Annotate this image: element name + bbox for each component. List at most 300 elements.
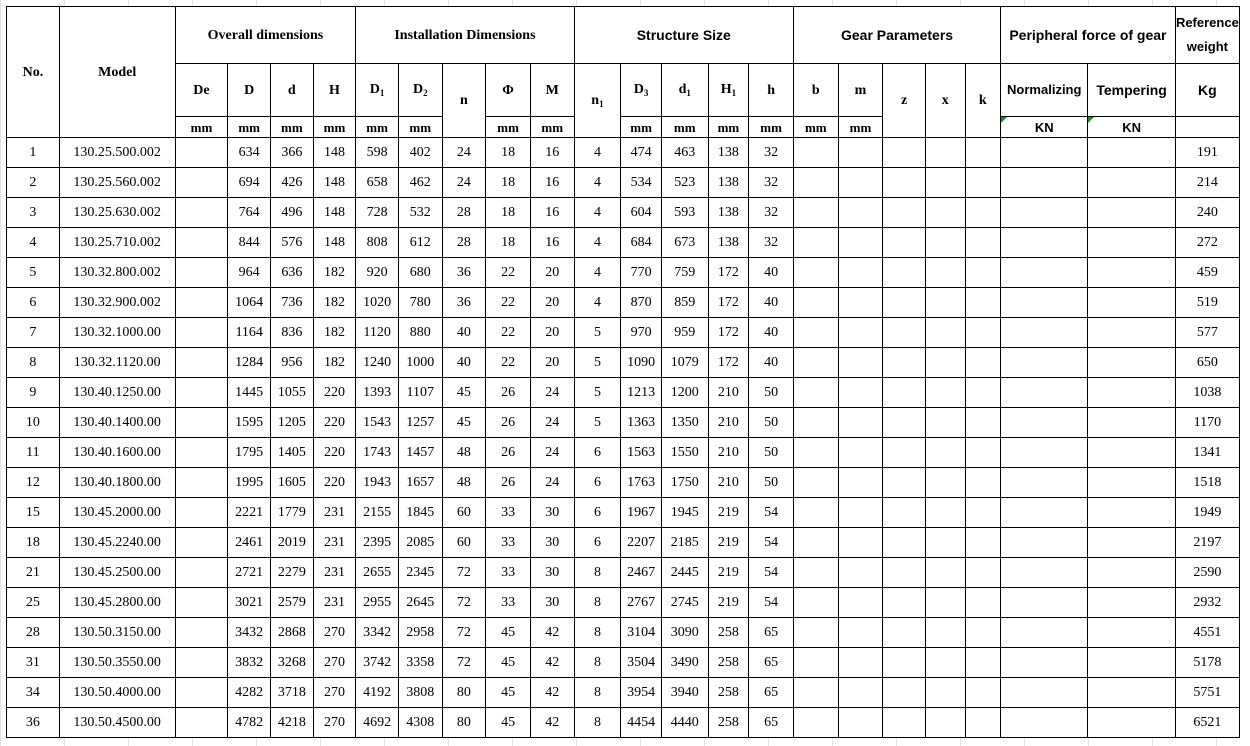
- cell-D2: 532: [398, 198, 442, 228]
- cell-h: 50: [749, 468, 794, 498]
- cell-b: [793, 558, 838, 588]
- cell-phi: 18: [486, 198, 531, 228]
- cell-n1: 4: [574, 138, 621, 168]
- cell-n1: 4: [574, 168, 621, 198]
- cell-n1: 8: [574, 558, 621, 588]
- cell-D3: 4454: [621, 708, 662, 738]
- cell-m: [838, 558, 883, 588]
- cell-kg: 1038: [1175, 378, 1239, 408]
- cell-H: 182: [313, 318, 356, 348]
- cell-temp: [1088, 138, 1175, 168]
- unit-H1: mm: [708, 117, 749, 138]
- unit-tempering: KN: [1088, 117, 1175, 138]
- cell-no: 18: [7, 528, 60, 558]
- unit-b: mm: [793, 117, 838, 138]
- cell-de: [175, 618, 228, 648]
- cell-m: [838, 528, 883, 558]
- cell-h: 54: [749, 528, 794, 558]
- cell-norm: [1001, 258, 1088, 288]
- cell-z: [883, 648, 926, 678]
- unit-D3: mm: [621, 117, 662, 138]
- cell-x: [925, 528, 965, 558]
- header-k: k: [965, 64, 1001, 138]
- cell-H1: 219: [708, 558, 749, 588]
- cell-x: [925, 228, 965, 258]
- cell-de: [175, 318, 228, 348]
- header-m: m: [838, 64, 883, 117]
- header-reference-weight: Reference weight: [1175, 7, 1239, 64]
- cell-kg: 272: [1175, 228, 1239, 258]
- cell-phi: 18: [486, 228, 531, 258]
- cell-no: 31: [7, 648, 60, 678]
- cell-d: 2868: [271, 618, 314, 648]
- cell-n: 40: [442, 348, 486, 378]
- cell-D3: 474: [621, 138, 662, 168]
- cell-n: 28: [442, 198, 486, 228]
- cell-d1: 1550: [661, 438, 708, 468]
- cell-H: 148: [313, 168, 356, 198]
- cell-H1: 172: [708, 288, 749, 318]
- cell-phi: 26: [486, 438, 531, 468]
- cell-phi: 22: [486, 258, 531, 288]
- cell-b: [793, 468, 838, 498]
- cell-model: 130.50.3150.00: [59, 618, 175, 648]
- cell-phi: 45: [486, 708, 531, 738]
- cell-model: 130.25.630.002: [59, 198, 175, 228]
- cell-b: [793, 498, 838, 528]
- unit-d: mm: [271, 117, 314, 138]
- cell-model: 130.50.4500.00: [59, 708, 175, 738]
- cell-no: 2: [7, 168, 60, 198]
- unit-D2: mm: [398, 117, 442, 138]
- cell-M: 30: [530, 588, 574, 618]
- cell-b: [793, 318, 838, 348]
- cell-x: [925, 708, 965, 738]
- header-n1: $n_1$: [574, 64, 621, 138]
- cell-n1: 6: [574, 438, 621, 468]
- cell-D3: 604: [621, 198, 662, 228]
- cell-b: [793, 258, 838, 288]
- cell-m: [838, 468, 883, 498]
- cell-z: [883, 348, 926, 378]
- cell-norm: [1001, 168, 1088, 198]
- cell-D1: 1393: [356, 378, 399, 408]
- cell-D2: 2958: [398, 618, 442, 648]
- cell-z: [883, 618, 926, 648]
- cell-d: 1605: [271, 468, 314, 498]
- cell-phi: 33: [486, 498, 531, 528]
- cell-n: 45: [442, 378, 486, 408]
- cell-k: [965, 558, 1001, 588]
- cell-de: [175, 258, 228, 288]
- cell-n1: 8: [574, 678, 621, 708]
- cell-D1: 2395: [356, 528, 399, 558]
- cell-d1: 2185: [661, 528, 708, 558]
- cell-D1: 2155: [356, 498, 399, 528]
- cell-n: 72: [442, 588, 486, 618]
- cell-kg: 4551: [1175, 618, 1239, 648]
- cell-D1: 1943: [356, 468, 399, 498]
- cell-k: [965, 708, 1001, 738]
- table-row: [7, 198, 1240, 228]
- cell-norm: [1001, 138, 1088, 168]
- cell-h: 32: [749, 198, 794, 228]
- cell-model: 130.25.560.002: [59, 168, 175, 198]
- cell-D: 3021: [228, 588, 271, 618]
- cell-z: [883, 408, 926, 438]
- cell-kg: 2197: [1175, 528, 1239, 558]
- cell-D2: 680: [398, 258, 442, 288]
- header-de: De: [175, 64, 228, 117]
- cell-D1: 1240: [356, 348, 399, 378]
- cell-de: [175, 408, 228, 438]
- cell-x: [925, 168, 965, 198]
- cell-n1: 5: [574, 318, 621, 348]
- cell-z: [883, 678, 926, 708]
- unit-kg-empty: [1175, 117, 1239, 138]
- cell-d: 426: [271, 168, 314, 198]
- cell-x: [925, 678, 965, 708]
- cell-n1: 4: [574, 228, 621, 258]
- cell-b: [793, 678, 838, 708]
- cell-d1: 1350: [661, 408, 708, 438]
- cell-m: [838, 348, 883, 378]
- cell-phi: 33: [486, 558, 531, 588]
- cell-no: 9: [7, 378, 60, 408]
- cell-h: 32: [749, 168, 794, 198]
- unit-D: mm: [228, 117, 271, 138]
- cell-de: [175, 138, 228, 168]
- cell-de: [175, 288, 228, 318]
- unit-h: mm: [749, 117, 794, 138]
- cell-d: 836: [271, 318, 314, 348]
- cell-D: 844: [228, 228, 271, 258]
- cell-M: 30: [530, 498, 574, 528]
- cell-model: 130.40.1600.00: [59, 438, 175, 468]
- cell-k: [965, 258, 1001, 288]
- cell-n1: 5: [574, 378, 621, 408]
- cell-D3: 870: [621, 288, 662, 318]
- cell-de: [175, 648, 228, 678]
- cell-M: 42: [530, 708, 574, 738]
- cell-m: [838, 618, 883, 648]
- cell-D: 2721: [228, 558, 271, 588]
- cell-m: [838, 198, 883, 228]
- cell-no: 34: [7, 678, 60, 708]
- cell-H1: 138: [708, 228, 749, 258]
- unit-H: mm: [313, 117, 356, 138]
- unit-d1: mm: [661, 117, 708, 138]
- cell-D: 1284: [228, 348, 271, 378]
- cell-H: 231: [313, 528, 356, 558]
- cell-D2: 1107: [398, 378, 442, 408]
- cell-d: 956: [271, 348, 314, 378]
- cell-h: 40: [749, 318, 794, 348]
- cell-norm: [1001, 438, 1088, 468]
- cell-D1: 1020: [356, 288, 399, 318]
- cell-norm: [1001, 378, 1088, 408]
- cell-D: 3832: [228, 648, 271, 678]
- cell-model: 130.25.500.002: [59, 138, 175, 168]
- cell-h: 32: [749, 138, 794, 168]
- cell-d1: 1079: [661, 348, 708, 378]
- cell-H1: 210: [708, 408, 749, 438]
- cell-x: [925, 648, 965, 678]
- header-D1: $D_1$: [356, 64, 399, 117]
- header-structure-size: Structure Size: [574, 7, 793, 64]
- cell-temp: [1088, 228, 1175, 258]
- header-gear-parameters: Gear Parameters: [793, 7, 1000, 64]
- cell-x: [925, 258, 965, 288]
- cell-n1: 8: [574, 618, 621, 648]
- cell-b: [793, 138, 838, 168]
- cell-temp: [1088, 318, 1175, 348]
- cell-b: [793, 348, 838, 378]
- cell-norm: [1001, 498, 1088, 528]
- cell-phi: 22: [486, 288, 531, 318]
- cell-D3: 3504: [621, 648, 662, 678]
- cell-k: [965, 438, 1001, 468]
- cell-k: [965, 138, 1001, 168]
- cell-D1: 598: [356, 138, 399, 168]
- header-installation-dimensions: Installation Dimensions: [356, 7, 574, 64]
- cell-model: 130.40.1800.00: [59, 468, 175, 498]
- cell-no: 11: [7, 438, 60, 468]
- header-no: No.: [7, 7, 60, 138]
- cell-d1: 3940: [661, 678, 708, 708]
- cell-kg: 1170: [1175, 408, 1239, 438]
- cell-norm: [1001, 228, 1088, 258]
- cell-temp: [1088, 648, 1175, 678]
- cell-H: 182: [313, 258, 356, 288]
- cell-model: 130.25.710.002: [59, 228, 175, 258]
- cell-h: 54: [749, 498, 794, 528]
- cell-kg: 650: [1175, 348, 1239, 378]
- cell-n1: 4: [574, 258, 621, 288]
- cell-model: 130.50.4000.00: [59, 678, 175, 708]
- header-overall-dimensions: Overall dimensions: [175, 7, 356, 64]
- cell-D: 2221: [228, 498, 271, 528]
- cell-kg: 1518: [1175, 468, 1239, 498]
- cell-no: 6: [7, 288, 60, 318]
- cell-M: 20: [530, 318, 574, 348]
- cell-z: [883, 228, 926, 258]
- cell-n: 72: [442, 618, 486, 648]
- cell-x: [925, 378, 965, 408]
- cell-kg: 577: [1175, 318, 1239, 348]
- cell-phi: 26: [486, 378, 531, 408]
- cell-M: 24: [530, 408, 574, 438]
- cell-M: 42: [530, 618, 574, 648]
- cell-n1: 6: [574, 528, 621, 558]
- cell-m: [838, 228, 883, 258]
- cell-h: 40: [749, 288, 794, 318]
- cell-temp: [1088, 288, 1175, 318]
- cell-D3: 3954: [621, 678, 662, 708]
- cell-D2: 1257: [398, 408, 442, 438]
- cell-x: [925, 198, 965, 228]
- cell-H1: 258: [708, 708, 749, 738]
- cell-n: 48: [442, 468, 486, 498]
- cell-d1: 1750: [661, 468, 708, 498]
- cell-d: 1405: [271, 438, 314, 468]
- cell-d: 736: [271, 288, 314, 318]
- cell-model: 130.45.2000.00: [59, 498, 175, 528]
- cell-n1: 5: [574, 408, 621, 438]
- cell-model: 130.40.1400.00: [59, 408, 175, 438]
- cell-k: [965, 198, 1001, 228]
- cell-x: [925, 468, 965, 498]
- cell-d: 2279: [271, 558, 314, 588]
- cell-h: 40: [749, 258, 794, 288]
- table-row: [7, 648, 1240, 678]
- cell-norm: [1001, 588, 1088, 618]
- cell-H1: 258: [708, 618, 749, 648]
- cell-b: [793, 378, 838, 408]
- header-D3: $D_3$: [621, 64, 662, 117]
- cell-z: [883, 318, 926, 348]
- cell-D: 694: [228, 168, 271, 198]
- table-row: [7, 378, 1240, 408]
- cell-no: 10: [7, 408, 60, 438]
- header-kg: Kg: [1175, 64, 1239, 117]
- header-row-symbols: [7, 64, 1240, 117]
- cell-n1: 8: [574, 708, 621, 738]
- cell-x: [925, 438, 965, 468]
- cell-D3: 1967: [621, 498, 662, 528]
- cell-temp: [1088, 498, 1175, 528]
- cell-n1: 6: [574, 498, 621, 528]
- cell-b: [793, 708, 838, 738]
- cell-norm: [1001, 618, 1088, 648]
- cell-z: [883, 468, 926, 498]
- cell-h: 32: [749, 228, 794, 258]
- cell-d1: 523: [661, 168, 708, 198]
- cell-H: 220: [313, 468, 356, 498]
- cell-M: 16: [530, 168, 574, 198]
- cell-h: 65: [749, 648, 794, 678]
- cell-x: [925, 588, 965, 618]
- cell-n1: 5: [574, 348, 621, 378]
- cell-phi: 45: [486, 648, 531, 678]
- cell-temp: [1088, 378, 1175, 408]
- cell-D1: 808: [356, 228, 399, 258]
- cell-d1: 2745: [661, 588, 708, 618]
- cell-phi: 18: [486, 168, 531, 198]
- cell-H1: 219: [708, 588, 749, 618]
- cell-b: [793, 588, 838, 618]
- table-row: [7, 318, 1240, 348]
- cell-k: [965, 288, 1001, 318]
- cell-d: 1779: [271, 498, 314, 528]
- header-d1: $d_1$: [661, 64, 708, 117]
- cell-no: 3: [7, 198, 60, 228]
- cell-norm: [1001, 288, 1088, 318]
- cell-M: 20: [530, 348, 574, 378]
- cell-D: 1445: [228, 378, 271, 408]
- cell-m: [838, 708, 883, 738]
- cell-H1: 219: [708, 498, 749, 528]
- cell-H1: 210: [708, 438, 749, 468]
- cell-temp: [1088, 618, 1175, 648]
- cell-temp: [1088, 198, 1175, 228]
- cell-D2: 2085: [398, 528, 442, 558]
- cell-d: 1205: [271, 408, 314, 438]
- cell-n1: 8: [574, 588, 621, 618]
- cell-norm: [1001, 678, 1088, 708]
- cell-no: 25: [7, 588, 60, 618]
- cell-x: [925, 348, 965, 378]
- cell-b: [793, 648, 838, 678]
- cell-M: 16: [530, 228, 574, 258]
- cell-H: 220: [313, 438, 356, 468]
- cell-M: 24: [530, 468, 574, 498]
- cell-h: 50: [749, 438, 794, 468]
- cell-model: 130.45.2500.00: [59, 558, 175, 588]
- cell-de: [175, 168, 228, 198]
- header-x: x: [925, 64, 965, 138]
- cell-d1: 759: [661, 258, 708, 288]
- cell-n1: 4: [574, 288, 621, 318]
- cell-d: 2579: [271, 588, 314, 618]
- cell-H1: 138: [708, 198, 749, 228]
- cell-n: 36: [442, 288, 486, 318]
- cell-D2: 1657: [398, 468, 442, 498]
- header-row-groups: [7, 7, 1240, 64]
- header-peripheral-force: Peripheral force of gear: [1001, 7, 1176, 64]
- cell-D1: 2955: [356, 588, 399, 618]
- cell-M: 30: [530, 528, 574, 558]
- cell-H: 231: [313, 588, 356, 618]
- table-row: [7, 528, 1240, 558]
- cell-x: [925, 498, 965, 528]
- cell-d1: 959: [661, 318, 708, 348]
- cell-m: [838, 408, 883, 438]
- table-row: [7, 258, 1240, 288]
- cell-H: 148: [313, 138, 356, 168]
- cell-D2: 880: [398, 318, 442, 348]
- header-tempering: Tempering: [1088, 64, 1175, 117]
- cell-temp: [1088, 468, 1175, 498]
- cell-d: 2019: [271, 528, 314, 558]
- header-row-units: [7, 117, 1240, 138]
- cell-z: [883, 438, 926, 468]
- cell-m: [838, 138, 883, 168]
- cell-H: 182: [313, 348, 356, 378]
- cell-H: 270: [313, 678, 356, 708]
- cell-d1: 3490: [661, 648, 708, 678]
- cell-phi: 22: [486, 318, 531, 348]
- unit-D1: mm: [356, 117, 399, 138]
- unit-m: mm: [838, 117, 883, 138]
- header-phi: Φ: [486, 64, 531, 117]
- cell-phi: 33: [486, 588, 531, 618]
- header-h: h: [749, 64, 794, 117]
- table-row: [7, 618, 1240, 648]
- cell-no: 8: [7, 348, 60, 378]
- cell-d1: 593: [661, 198, 708, 228]
- cell-z: [883, 558, 926, 588]
- cell-h: 40: [749, 348, 794, 378]
- cell-z: [883, 708, 926, 738]
- cell-de: [175, 708, 228, 738]
- cell-no: 4: [7, 228, 60, 258]
- cell-model: 130.32.900.002: [59, 288, 175, 318]
- cell-D2: 2345: [398, 558, 442, 588]
- cell-D: 4782: [228, 708, 271, 738]
- cell-de: [175, 498, 228, 528]
- cell-x: [925, 318, 965, 348]
